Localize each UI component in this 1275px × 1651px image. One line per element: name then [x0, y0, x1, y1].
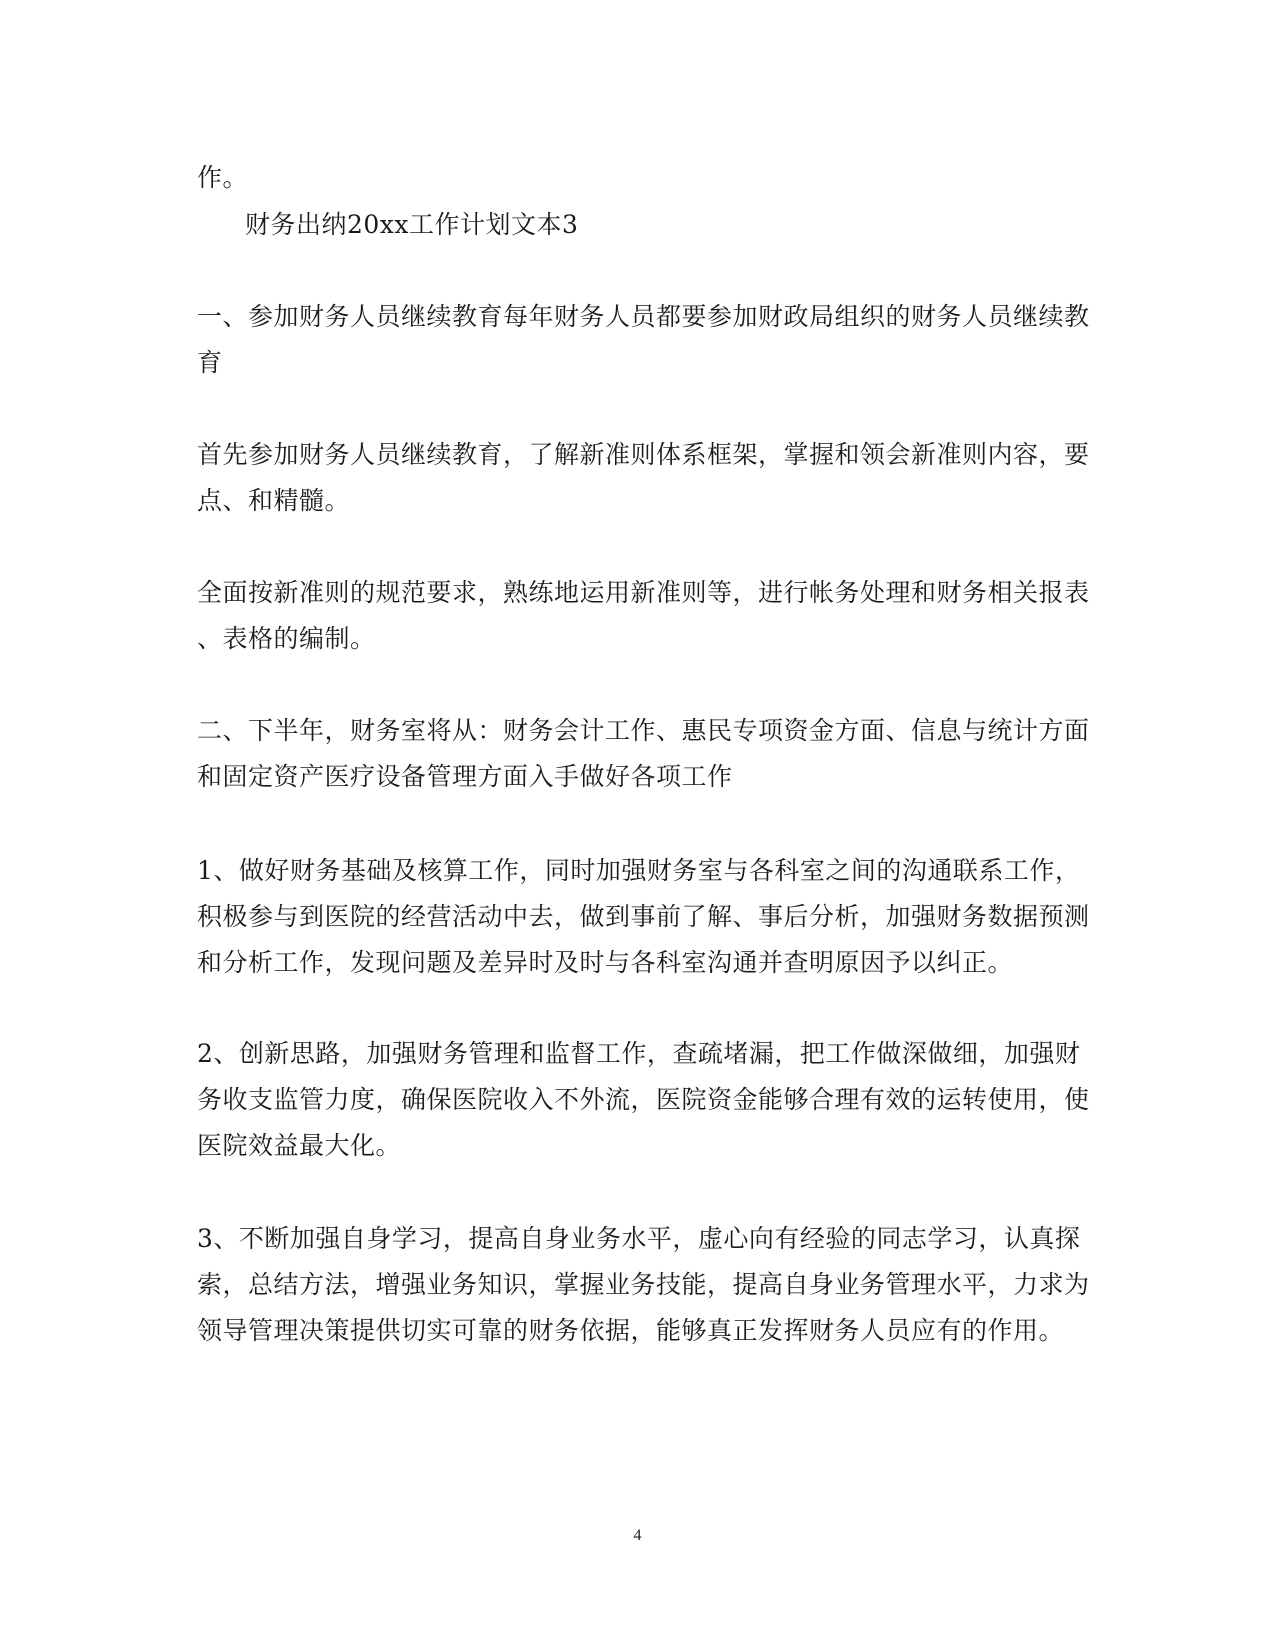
- paragraph-line: 索，总结方法，增强业务知识，掌握业务技能，提高自身业务管理水平，力求为: [197, 1270, 1090, 1299]
- paragraph-line: 首先参加财务人员继续教育，了解新准则体系框架，掌握和领会新准则内容，要: [197, 440, 1090, 469]
- paragraph-line: 和固定资产医疗设备管理方面入手做好各项工作: [197, 762, 733, 791]
- continuation-text: 作。: [197, 163, 249, 192]
- paragraph-line: 3、不断加强自身学习，提高自身业务水平，虚心向有经验的同志学习，认真探: [197, 1224, 1081, 1253]
- paragraph-line: 育: [197, 348, 223, 377]
- paragraph-line: 全面按新准则的规范要求，熟练地运用新准则等，进行帐务处理和财务相关报表: [197, 578, 1090, 607]
- paragraph-line: 积极参与到医院的经营活动中去，做到事前了解、事后分析，加强财务数据预测: [197, 902, 1090, 931]
- paragraph-line: 、表格的编制。: [197, 624, 376, 653]
- paragraph-line: 1、做好财务基础及核算工作，同时加强财务室与各科室之间的沟通联系工作，: [197, 856, 1081, 885]
- paragraph-line: 医院效益最大化。: [197, 1131, 402, 1160]
- paragraph-line: 2、创新思路，加强财务管理和监督工作，查疏堵漏，把工作做深做细，加强财: [197, 1039, 1081, 1068]
- paragraph-line: 务收支监管力度，确保医院收入不外流，医院资金能够合理有效的运转使用，使: [197, 1085, 1090, 1114]
- paragraph-line: 二、下半年，财务室将从：财务会计工作、惠民专项资金方面、信息与统计方面: [197, 716, 1090, 745]
- page-number: 4: [633, 1527, 642, 1544]
- paragraph-line: 和分析工作，发现问题及差异时及时与各科室沟通并查明原因予以纠正。: [197, 948, 1014, 977]
- paragraph-line: 点、和精髓。: [197, 486, 351, 515]
- paragraph-line: 领导管理决策提供切实可靠的财务依据，能够真正发挥财务人员应有的作用。: [197, 1316, 1065, 1345]
- paragraph-line: 一、参加财务人员继续教育每年财务人员都要参加财政局组织的财务人员继续教: [197, 302, 1090, 331]
- section-heading: 财务出纳20xx工作计划文本3: [245, 210, 579, 239]
